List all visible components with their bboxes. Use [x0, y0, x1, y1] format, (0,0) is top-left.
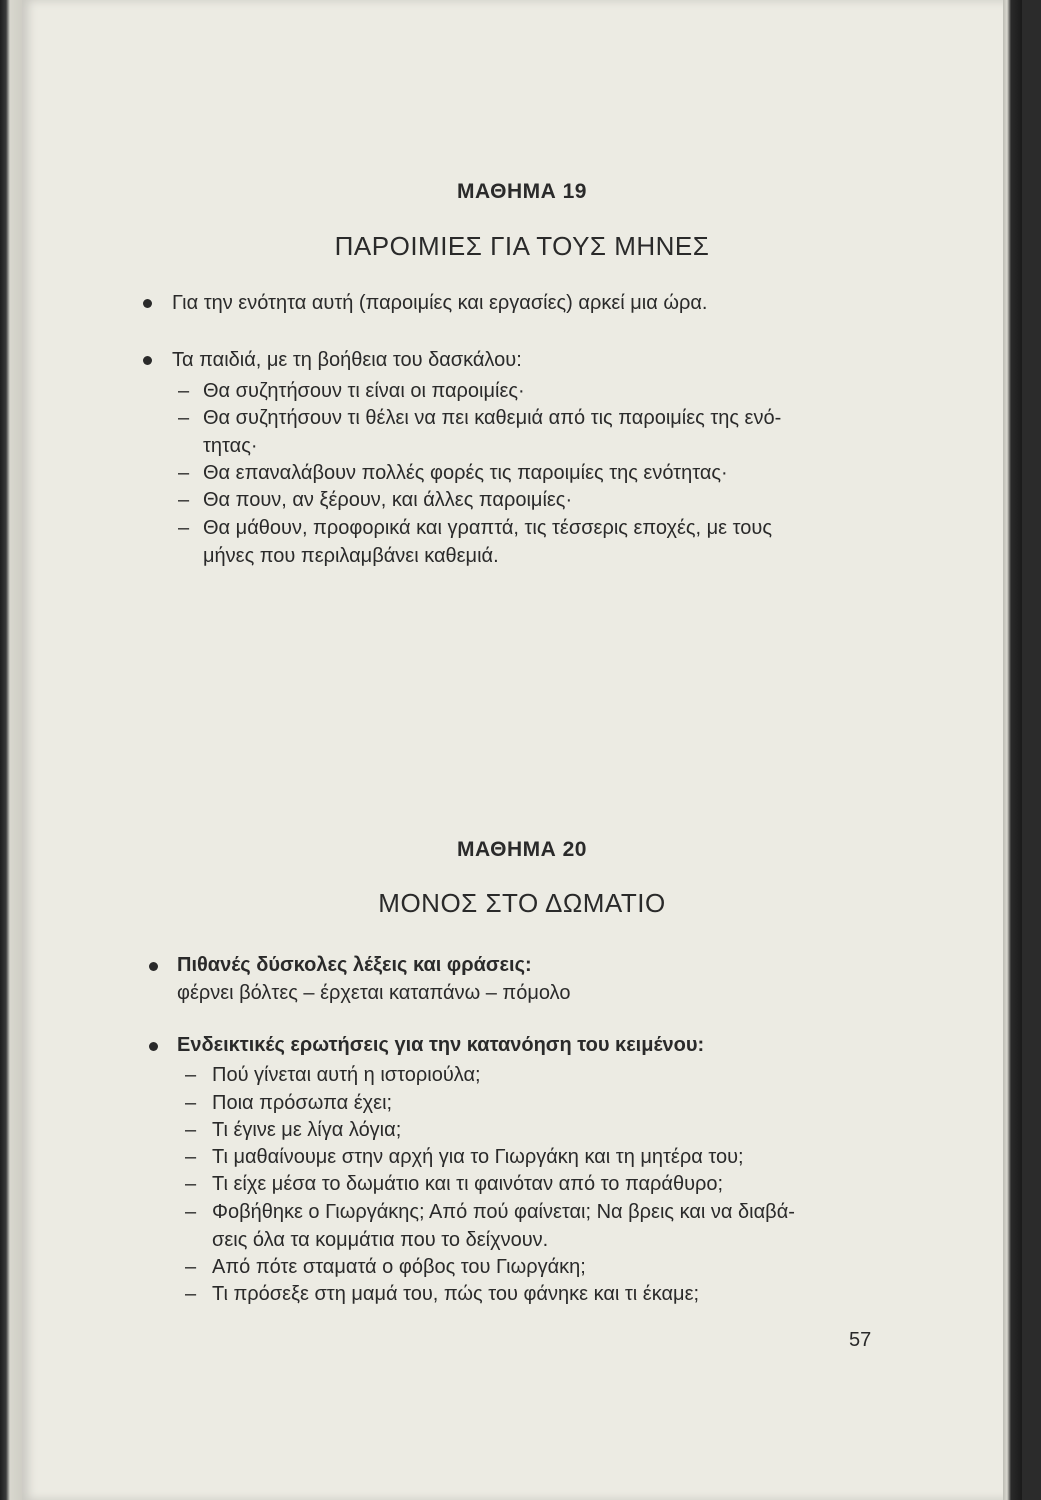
list-dash: –	[185, 1256, 197, 1278]
list-dash: –	[185, 1173, 197, 1195]
lesson-19-item: Θα επαναλάβουν πολλές φορές τις παροιμίες της ενότητας·	[203, 462, 728, 484]
lesson-20-bullet-1-text: φέρνει βόλτες – έρχεται καταπάνω – πόμολο	[177, 982, 571, 1004]
list-dash: –	[185, 1283, 197, 1305]
lesson-20-question: Ποια πρόσωπα έχει;	[212, 1092, 393, 1114]
lesson-20-question: Τι είχε μέσα το δωμάτιο και τι φαινόταν από το παράθυρο;	[212, 1173, 724, 1195]
lesson-19-bullet-2: Τα παιδιά, με τη βοήθεια του δασκάλου:	[172, 349, 522, 371]
lesson-20-question: Τι πρόσεξε στη μαμά του, πώς του φάνηκε και τι έκαμε;	[212, 1283, 700, 1305]
list-dash: –	[185, 1119, 197, 1141]
lesson-19-heading: ΜΑΘΗΜΑ 19	[457, 180, 587, 203]
lesson-19-bullet-1: Για την ενότητα αυτή (παροιμίες και εργασίες) αρκεί μια ώρα.	[172, 292, 708, 314]
book-page	[22, 0, 1022, 1500]
lesson-19-item: Θα συζητήσουν τι θέλει να πει καθεμιά από τις παροιμίες της ενό-	[203, 407, 782, 429]
bullet-icon	[149, 962, 158, 971]
page-number: 57	[849, 1329, 872, 1351]
lesson-20-question-continuation: σεις όλα τα κομμάτια που το δείχνουν.	[212, 1229, 549, 1251]
lesson-19-item: Θα συζητήσουν τι είναι οι παροιμίες·	[203, 380, 525, 402]
lesson-20-question: Τι μαθαίνουμε στην αρχή για το Γιωργάκη και τη μητέρα του;	[212, 1146, 744, 1168]
lesson-20-question: Φοβήθηκε ο Γιωργάκης; Από πού φαίνεται; Να βρεις και να διαβά-	[212, 1201, 795, 1223]
bullet-icon	[143, 356, 152, 365]
lesson-19-item: Θα πουν, αν ξέρουν, και άλλες παροιμίες·	[203, 489, 573, 511]
lesson-19-item-continuation: τητας·	[203, 435, 258, 457]
lesson-20-heading: ΜΑΘΗΜΑ 20	[457, 838, 587, 861]
list-dash: –	[178, 462, 190, 484]
list-dash: –	[178, 489, 190, 511]
lesson-20-question: Πού γίνεται αυτή η ιστοριούλα;	[212, 1064, 481, 1086]
lesson-19-item: Θα μάθουν, προφορικά και γραπτά, τις τέσσερις εποχές, με τους	[203, 517, 772, 539]
lesson-20-question: Τι έγινε με λίγα λόγια;	[212, 1119, 402, 1141]
lesson-20-question: Από πότε σταματά ο φόβος του Γιωργάκη;	[212, 1256, 586, 1278]
list-dash: –	[185, 1092, 197, 1114]
page-right-edge	[1003, 0, 1022, 1500]
lesson-20-bullet-1-title: Πιθανές δύσκολες λέξεις και φράσεις:	[177, 954, 532, 976]
bullet-icon	[149, 1042, 158, 1051]
list-dash: –	[185, 1201, 197, 1223]
lesson-20-bullet-2-title: Ενδεικτικές ερωτήσεις για την κατανόηση του κειμένου:	[177, 1034, 705, 1056]
list-dash: –	[185, 1146, 197, 1168]
list-dash: –	[178, 517, 190, 539]
list-dash: –	[178, 407, 190, 429]
list-dash: –	[185, 1064, 197, 1086]
list-dash: –	[178, 380, 190, 402]
lesson-20-title: ΜΟΝΟΣ ΣΤΟ ΔΩΜΑΤΙΟ	[378, 888, 666, 918]
book-spine-edge	[0, 0, 22, 1500]
bullet-icon	[143, 299, 152, 308]
lesson-19-item-continuation: μήνες που περιλαμβάνει καθεμιά.	[203, 545, 499, 567]
lesson-19-title: ΠΑΡΟΙΜΙΕΣ ΓΙΑ ΤΟΥΣ ΜΗΝΕΣ	[334, 231, 710, 261]
